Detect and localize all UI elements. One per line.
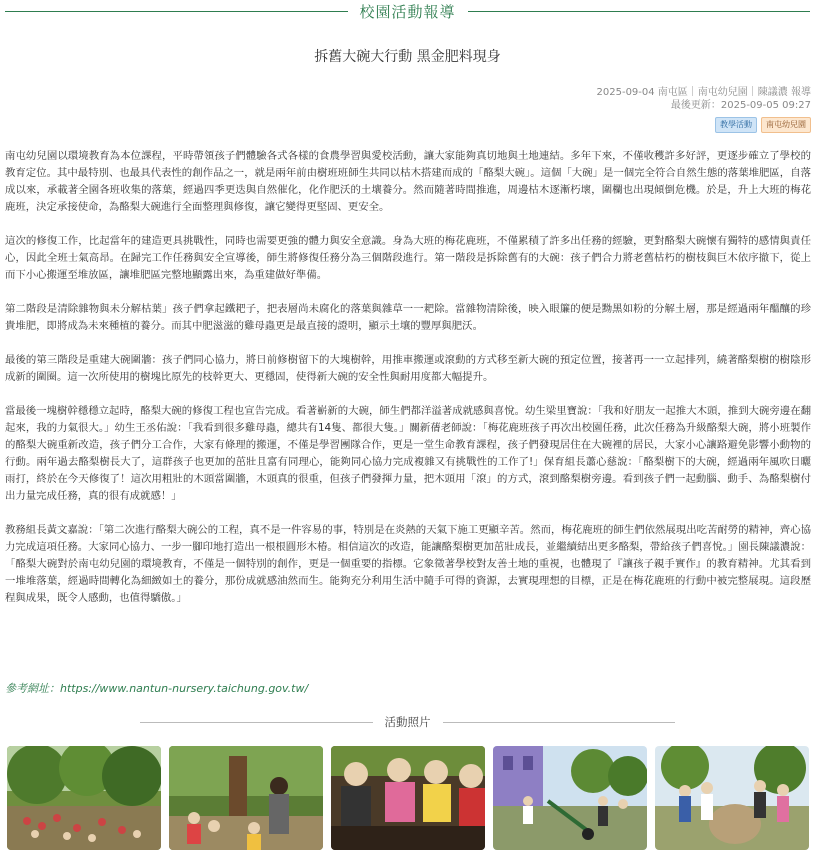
divider <box>468 11 811 12</box>
photo-image <box>7 746 161 850</box>
section-header <box>0 0 815 22</box>
paragraph: 第二階段是清除雜物與未分解枯葉」孩子們拿起鐵耙子，把表層尚未腐化的落葉與雜草一一耙除。當雜物清除後，映入眼簾的便是黝黑如粉的分解土層，那是經過兩年醞釀的珍貴堆肥，即將成為未來種植的養分。而其中肥滋滋的雞母蟲更是最直接的證明，顯示土壤的豐厚與肥沃。 <box>5 303 811 332</box>
paragraph: 最後的第三階段是重建大碗圍牆：孩子們同心協力，將日前修樹留下的大塊樹幹，用推車搬運或滾動的方式移至新大碗的預定位置，接著再一一立起排列，繞著酪梨樹的樹陰形成新的圍圈。這一次所使用的樹塊比原先的枝幹更大、更穩固，使得新大碗的安全性與耐用度都大幅提升。 <box>5 354 811 383</box>
activity-photo-5[interactable] <box>655 746 809 850</box>
paragraph: 南屯幼兒園以環境教育為本位課程，平時帶領孩子們體驗各式各樣的食農學習與愛校活動，讓大家能夠真切地與土地連結。多年下來，不僅收穫許多好評，更逐步確立了學校的教育定位。其中最特別、也最具代表性的創作品之一，就是兩年前由樹班班師生共同以枯木搭建而成的「酪梨大碗」。這個「大碗」是一個完全符合自然生態的落葉堆肥區，自落成以來，承載著全園各班收集的落葉，經過四季更迭與自然催化，化作肥沃的土壤養分。然而隨著時間推進，周邊枯木逐漸朽壞，圍欄也出現傾倒危機。於是，升上大班的梅花鹿班，決定承接使命，為酪梨大碗進行全面整理與修復，讓它變得更堅固、更安全。 <box>5 150 811 213</box>
activity-photo-3[interactable] <box>331 746 485 850</box>
photo-image <box>169 746 323 850</box>
section-heading: 校園活動報導 <box>359 2 456 21</box>
paragraph: 教務組長黃文嘉說：「第二次進行酪梨大碗公的工程，真不是一件容易的事，特別是在炎熱的天氣下施工更顯辛苦。然而，梅花鹿班的師生們依然展現出吃苦耐勞的精神，齊心協力完成這項任務。大家同心協力、一步一腳印地打造出一根根圓形木椿。相信這次的改造，能讓酪梨樹更加茁壯成長，並繼續結出更多酪梨，帶給孩子們喜悅。」園長陳議濃說：「酪梨大碗對於南屯幼兒園的環境教育，不僅是一個特別的創作，更是一個重要的指標。它象徵著學校對友善土地的重視，也體現了『讓孩子親手實作』的教育精神。尤其看到一堆堆落葉，經過時間轉化為細緻如土的養分，那份成就感油然而生。能夠充分利用生活中隨手可得的資源，去實現理想的目標，正是在梅花鹿班的行動中被完整展現。這段歷程與成果，既令人感動，也值得驕傲。」 <box>5 524 811 604</box>
tag-school[interactable]: 南屯幼兒園 <box>761 117 811 133</box>
divider <box>443 722 676 723</box>
reference-label: 參考網址： <box>5 682 60 695</box>
photo-heading: 活動照片 <box>384 715 431 729</box>
paragraph: 這次的修復工作，比起當年的建造更具挑戰性，同時也需要更強的體力與安全意識。身為大班的梅花鹿班，不僅累積了許多出任務的經驗，更對酪梨大碗懷有獨特的感情與責任心，因此全班士氣高昂。在歸完工作任務與安全宣導後，師生將修復任務分為三個階段進行。第一階段是拆除舊有的大碗：孩子們合力將老舊枯朽的樹枝與巨木依序撤下，從上而下小心搬運至堆放區，讓堆肥區完整地顯露出來，為重建做好準備。 <box>5 235 811 281</box>
reference-link[interactable]: https://www.nantun-nursery.taichung.gov.tw/ <box>60 682 309 695</box>
article-title: 拆舊大碗大行動 黑金肥料現身 <box>314 49 501 65</box>
activity-photo-4[interactable] <box>493 746 647 850</box>
tag-list <box>715 117 811 133</box>
photo-gallery <box>7 746 809 850</box>
updated-line: 最後更新：2025-09-05 09:27 <box>670 100 811 111</box>
photo-image <box>493 746 647 850</box>
activity-photo-2[interactable] <box>169 746 323 850</box>
paragraph: 當最後一塊樹幹穩穩立起時，酪梨大碗的修復工程也宣告完成。看著嶄新的大碗，師生們都洋溢著成就感與喜悅。幼生梁里寶說：「我和好朋友一起推大木頭，推到大碗旁邊在翻起來，我的力氣很大。」幼生王丞佑說：「我看到很多雞母蟲，總共有14隻、都很大隻。」關新蒨老師說：「梅花鹿班孩子再次出校園任務，此次任務為升級酪梨大碗，將小班製作的酪梨大碗重新改造，孩子們分工合作，大家有條理的搬運，不僅是學習團隊合作，更是一堂生命教育課程，孩子們發現居住在大碗裡的居民，大家小心讓路避免影響小動物的行動。兩年過去酪梨樹長大了，這群孩子也更加的茁壯且富有同理心，能夠同心協力完成複雜又有挑戰性的工作了!」保育組長蕭心慈說：「酪梨樹下的大碗，經過兩年風吹日曬雨打，終於在今天修復了！這次用粗壯的木頭當圍牆，木頭真的很重，但孩子們發揮力量，把木頭用「滾」的方式，滾到酪梨樹旁邊。看到孩子們一起動腦、動手、為酪梨樹付出力量完成任務，真的很有成就感！」 <box>5 405 811 502</box>
tag-teaching[interactable]: 教學活動 <box>715 117 757 133</box>
meta-line: 2025-09-04 南屯區｜南屯幼兒園｜陳議濃 報導 <box>596 87 811 98</box>
article-meta <box>597 86 811 112</box>
photo-image <box>655 746 809 850</box>
reference <box>5 680 308 696</box>
photo-section-header <box>0 712 815 732</box>
activity-photo-1[interactable] <box>7 746 161 850</box>
divider <box>5 11 348 12</box>
photo-image <box>331 746 485 850</box>
article-body <box>5 148 811 607</box>
divider <box>140 722 373 723</box>
